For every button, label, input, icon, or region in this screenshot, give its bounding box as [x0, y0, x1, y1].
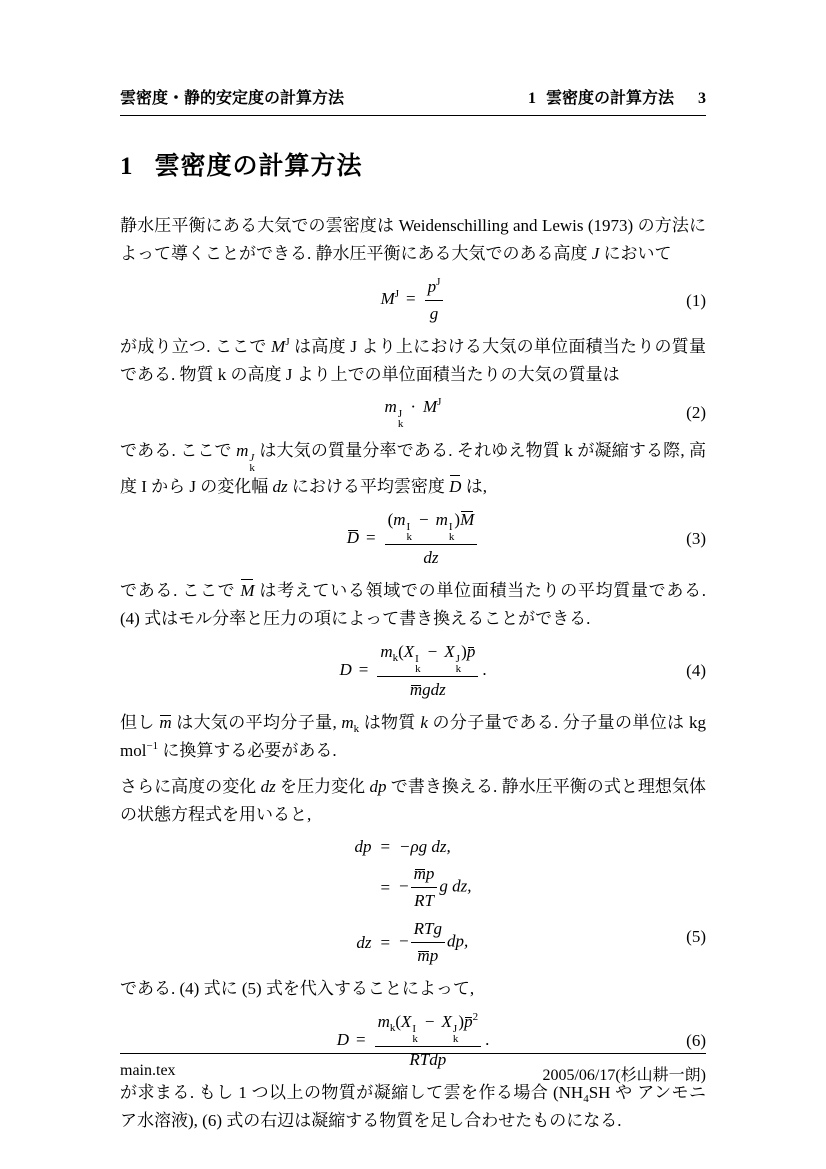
text-segment: において: [599, 244, 672, 263]
math-expression: [399, 918, 468, 967]
math-minus: −: [424, 1012, 435, 1031]
header-section-number: 1: [527, 90, 536, 107]
math-var: m: [341, 713, 354, 732]
text-segment: が求まる. もし 1 つ以上の物質が凝縮して雲を作る場合 (NH: [120, 1083, 584, 1102]
header-rule: [120, 115, 706, 116]
math-period: .: [485, 1029, 490, 1049]
math-equals: =: [380, 877, 391, 897]
math-period: .: [482, 659, 487, 679]
math-subscript: k: [397, 418, 404, 430]
math-var: D: [339, 659, 352, 679]
equation-1-body: [380, 276, 446, 323]
equation-4-number: (4): [686, 661, 706, 680]
math-paren: (: [387, 510, 394, 529]
math-superscript: −1: [146, 740, 159, 752]
math-superscript: I: [406, 521, 411, 533]
equation-5: [120, 837, 706, 967]
math-subscript: 4: [583, 1093, 589, 1105]
paragraph-7: [120, 975, 706, 1003]
text-segment: から: [146, 477, 190, 496]
math-paren: ): [461, 642, 467, 661]
math-equals: =: [355, 1029, 366, 1049]
math-var: X: [401, 1012, 412, 1031]
math-var: dp: [354, 837, 372, 856]
section-heading: [120, 146, 706, 182]
equation-4-body: [339, 642, 487, 699]
section-title: 雲密度の計算方法: [154, 152, 363, 180]
paragraph-3: [120, 437, 706, 501]
section-number: 1: [120, 153, 133, 180]
math-subscript: k: [389, 1022, 396, 1034]
math-var: X: [444, 642, 455, 661]
page-footer: [120, 1053, 706, 1085]
text-segment: は考えている領域での単位面積当たりの平均質量である. (4) 式はモル分率と圧力の項によって書き換えることができる.: [120, 581, 707, 628]
footer-row: [120, 1062, 706, 1085]
math-equals: =: [358, 659, 369, 679]
math-paren: ): [458, 1012, 465, 1031]
text-segment: は大気の質量分率である. それゆえ物質: [254, 441, 565, 460]
math-superscript: J: [397, 408, 403, 420]
math-var-overbar: p: [464, 1012, 473, 1031]
text-segment: は高度: [289, 337, 351, 356]
math-subscript: k: [353, 723, 360, 735]
math-superscript: J: [455, 653, 460, 665]
fraction-numerator: [375, 1011, 482, 1046]
math-var-overbar: M: [240, 577, 254, 605]
fraction-denominator: [377, 676, 478, 701]
footer-rule: [120, 1053, 706, 1054]
math-var: m: [384, 397, 397, 416]
math-var-overbar: m: [409, 680, 423, 699]
text-segment: で書き換える. 静水圧平衡の式と理想気体の状態方程式を用いると,: [120, 777, 707, 824]
text-segment: の変化幅: [196, 477, 273, 496]
math-minus: −: [399, 876, 409, 896]
paragraph-1: [120, 212, 706, 268]
math-var: M: [380, 289, 395, 309]
text-segment: に換算する必要がある.: [158, 741, 337, 760]
math-var: M: [271, 337, 286, 356]
page-header: [120, 0, 706, 108]
equation-5-number: (5): [686, 927, 706, 946]
paragraph-2: [120, 333, 706, 389]
math-var: D: [336, 1029, 349, 1049]
text-segment: の分子量である. 分子量の単位は kg mol: [120, 713, 707, 760]
math-equals: =: [366, 527, 376, 547]
math-subscript: k: [249, 462, 255, 474]
equation-6-body: [336, 1011, 490, 1069]
math-subscript: k: [415, 663, 421, 675]
equation-2: [120, 397, 706, 429]
math-var-overbar: M: [460, 510, 475, 529]
math-subscript: k: [455, 663, 462, 675]
math-expression: g dz,: [439, 876, 472, 896]
header-page-number: 3: [698, 90, 706, 107]
math-subscript: k: [406, 531, 413, 543]
fraction-numerator: [377, 641, 478, 676]
equation-3: [120, 509, 706, 569]
math-var: RT: [409, 1050, 430, 1069]
math-var: k: [564, 441, 573, 460]
paragraph-4: [120, 577, 706, 633]
math-superscript: 2: [472, 1011, 479, 1023]
math-fraction: [425, 276, 444, 325]
page-content: [120, 0, 706, 1143]
math-expression: dp,: [446, 931, 469, 951]
text-segment: の高度: [226, 365, 286, 384]
header-section-ref: [528, 85, 706, 108]
header-section-title: 雲密度の計算方法: [545, 90, 674, 107]
math-superscript: J: [285, 336, 290, 348]
fraction-numerator: [385, 509, 478, 544]
math-superscript: J: [436, 276, 441, 288]
math-var-overbar: p: [466, 642, 476, 661]
text-segment: より上における大気の単位面積当たりの質量である. 物質: [120, 337, 706, 384]
fraction-denominator: g: [425, 300, 444, 325]
equation-4: [120, 641, 706, 701]
equation-2-body: [384, 396, 442, 430]
math-var: M: [423, 397, 438, 416]
text-segment: を圧力変化: [275, 777, 370, 796]
math-paren: (: [395, 1012, 402, 1031]
math-var-overbar: m: [417, 946, 430, 965]
text-segment: は物質: [359, 713, 421, 732]
text-segment: である. (4) 式に (5) 式を代入することによって,: [120, 979, 475, 998]
math-var: gdz: [422, 680, 446, 699]
math-superscript: I: [412, 1023, 417, 1035]
equation-3-body: [346, 510, 480, 567]
math-var: m: [393, 510, 406, 529]
math-var: m: [380, 642, 393, 661]
text-segment: より上での単位面積当たりの大気の質量は: [292, 365, 620, 384]
math-subscript: k: [452, 1033, 459, 1045]
math-var: dz: [260, 777, 276, 796]
math-superscript: I: [448, 521, 453, 533]
math-fraction: [377, 641, 478, 701]
math-var: I: [141, 477, 147, 496]
footer-filename: main.tex: [120, 1062, 176, 1079]
math-paren: (: [398, 642, 404, 661]
text-segment: 但し: [120, 713, 160, 732]
math-var: dz: [356, 932, 372, 952]
fraction-denominator: RT: [411, 887, 438, 912]
math-var: k: [420, 713, 428, 732]
math-var: p: [425, 864, 435, 883]
paragraph-6: [120, 773, 706, 829]
text-segment: SH や アンモニア水溶液), (6) 式の右辺は凝縮する物質を足し合わせたものになる.: [120, 1083, 706, 1130]
math-var: J: [591, 244, 600, 263]
math-minus: −: [399, 931, 409, 951]
math-expression: [399, 863, 472, 912]
paragraph-5: [120, 709, 706, 765]
equation-2-number: (2): [686, 403, 706, 422]
text-segment: は,: [461, 477, 487, 496]
math-dot: ·: [410, 397, 416, 416]
math-var: m: [236, 441, 249, 460]
math-var: m: [435, 510, 448, 529]
math-fraction: [385, 509, 478, 569]
math-fraction: [411, 863, 438, 912]
math-var: m: [377, 1012, 390, 1031]
text-segment: が凝縮する際, 高度: [120, 441, 707, 496]
text-segment: における平均雲密度: [287, 477, 450, 496]
math-superscript: J: [437, 396, 442, 408]
math-superscript: J: [394, 288, 400, 301]
math-var: X: [441, 1012, 452, 1031]
math-var: J: [285, 365, 293, 384]
math-superscript: J: [452, 1023, 458, 1035]
math-var: X: [403, 642, 415, 661]
math-minus: −: [419, 510, 429, 529]
math-minus: −: [427, 642, 438, 661]
math-var: p: [429, 946, 439, 965]
math-var: J: [189, 477, 197, 496]
math-var: dp: [369, 777, 387, 796]
math-equals: =: [406, 289, 416, 309]
paragraph-8: [120, 1079, 706, 1135]
math-equals: =: [380, 932, 391, 952]
math-subsup-stack: [415, 654, 421, 674]
math-subscript: k: [392, 652, 399, 664]
math-var-overbar: m: [159, 709, 171, 737]
text-segment: は大気の平均分子量,: [171, 713, 342, 732]
text-segment: である. ここで: [120, 581, 241, 600]
math-superscript: J: [249, 452, 255, 464]
equation-1: [120, 276, 706, 325]
text-segment: さらに高度の変化: [120, 777, 261, 796]
math-var: dz: [272, 477, 288, 496]
math-var-overbar: m: [413, 864, 426, 883]
math-var-overbar: D: [449, 473, 461, 501]
math-paren: ): [454, 510, 461, 529]
text-segment: 静水圧平衡にある大気での雲密度は Weidenschilling and Lewis (1973) の方法によって導くことができる. 静水圧平衡にある大気でのある高度: [120, 216, 706, 263]
fraction-numerator: [425, 276, 444, 300]
math-fraction: [411, 918, 445, 967]
header-document-title: 雲密度・静的安定度の計算方法: [120, 90, 345, 107]
equation-6-number: (6): [686, 1031, 706, 1050]
math-expression: −ρg dz,: [399, 837, 451, 856]
equation-3-number: (3): [686, 529, 706, 548]
footer-date: 2005/06/17(杉山耕一朗): [542, 1067, 706, 1084]
fraction-numerator: RTg: [413, 919, 442, 938]
math-var: J: [350, 337, 357, 356]
math-var: p: [427, 277, 437, 296]
text-segment: が成り立つ. ここで: [120, 337, 272, 356]
equation-5-body: [354, 837, 471, 967]
math-subscript: k: [448, 531, 455, 543]
fraction-denominator: dz: [385, 544, 478, 569]
fraction-numerator: [411, 863, 438, 887]
math-var-overbar: D: [346, 527, 359, 547]
text-segment: である. ここで: [120, 441, 237, 460]
math-superscript: I: [415, 653, 419, 665]
equation-1-number: (1): [686, 290, 706, 310]
fraction-denominator: [411, 942, 445, 967]
math-equals: =: [380, 837, 391, 856]
math-var: dp: [429, 1050, 447, 1069]
math-subscript: k: [412, 1033, 418, 1045]
math-var: k: [217, 365, 227, 384]
